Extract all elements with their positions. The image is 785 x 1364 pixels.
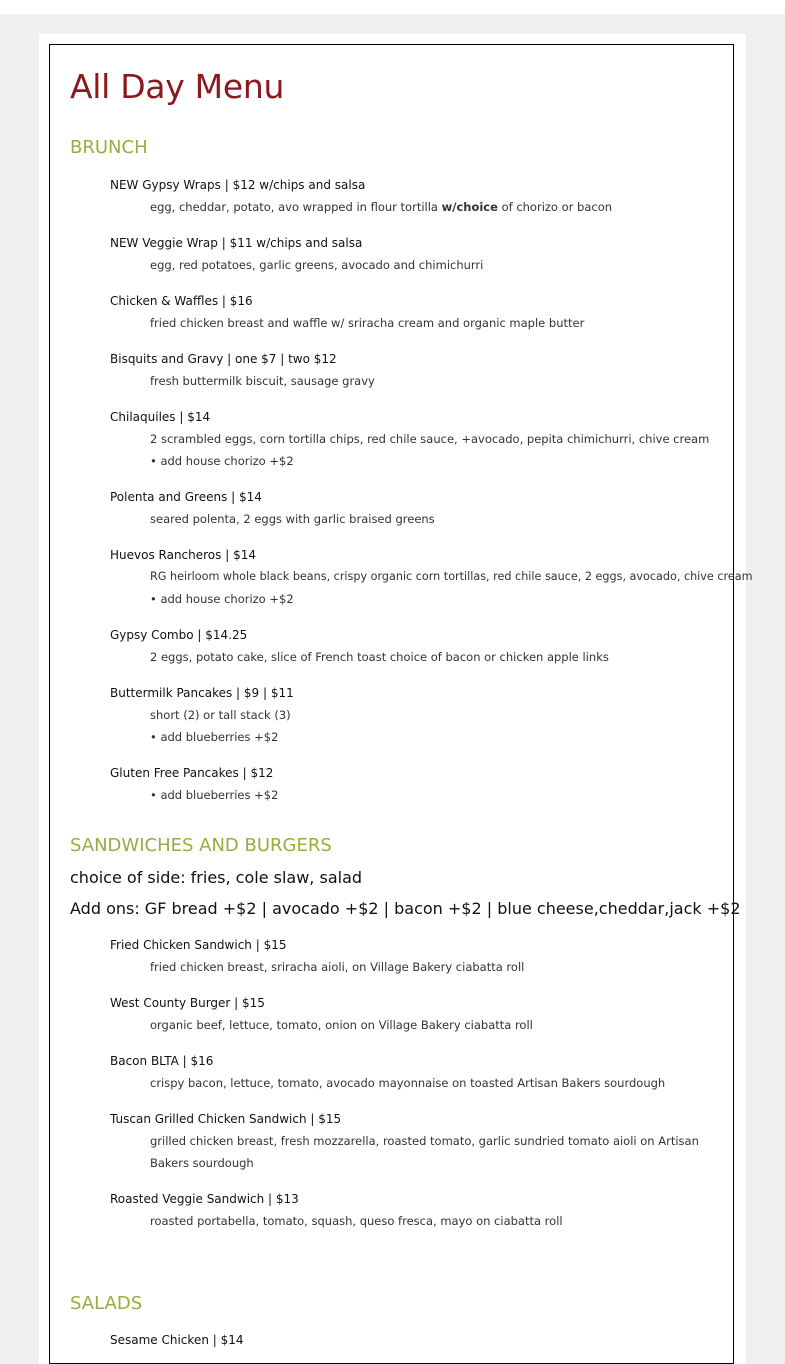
side-choice-note: choice of side: fries, cole slaw, salad [70,868,363,887]
menu-item-name: Roasted Veggie Sandwich | $13 [110,1192,299,1206]
menu-item-description: egg, red potatoes, garlic greens, avocado and chimichurri [150,258,484,272]
menu-item-description: fried chicken breast and waffle w/ sriracha cream and organic maple butter [150,316,585,330]
menu-item-name: Polenta and Greens | $14 [110,490,262,504]
menu-item-addon: • add house chorizo +$2 [150,454,294,468]
menu-item-name: NEW Veggie Wrap | $11 w/chips and salsa [110,236,363,250]
section-heading-brunch: BRUNCH [70,137,148,158]
top-band [0,0,785,14]
menu-item-name: Bacon BLTA | $16 [110,1054,214,1068]
menu-item-description: roasted portabella, tomato, squash, queso fresca, mayo on ciabatta roll [150,1214,563,1228]
menu-item-description: 2 eggs, potato cake, slice of French toast choice of bacon or chicken apple links [150,650,609,664]
menu-item-description: organic beef, lettuce, tomato, onion on Village Bakery ciabatta roll [150,1018,533,1032]
menu-item-description: RG heirloom whole black beans, crispy organic corn tortillas, red chile sauce, 2 eggs, avocado, chive cream [150,570,753,583]
menu-item-name: Bisquits and Gravy | one $7 | two $12 [110,352,337,366]
menu-item-name: Buttermilk Pancakes | $9 | $11 [110,686,294,700]
menu-item-name: Huevos Rancheros | $14 [110,548,256,562]
menu-item-name: Chilaquiles | $14 [110,410,211,424]
addons-note: Add ons: GF bread +$2 | avocado +$2 | bacon +$2 | blue cheese,cheddar,jack +$2 [70,899,741,918]
menu-item-name: NEW Gypsy Wraps | $12 w/chips and salsa [110,178,366,192]
menu-item-description: fresh buttermilk biscuit, sausage gravy [150,374,375,388]
menu-item-name: Sesame Chicken | $14 [110,1333,244,1347]
menu-item-description: grilled chicken breast, fresh mozzarella, roasted tomato, garlic sundried tomato aioli on Artisan Bakers sourdough [150,1134,699,1170]
menu-item-name: West County Burger | $15 [110,996,265,1010]
menu-item-description: seared polenta, 2 eggs with garlic braised greens [150,512,435,526]
menu-item-name: Chicken & Waffles | $16 [110,294,253,308]
menu-item-addon: • add blueberries +$2 [150,730,279,744]
menu-item-addon: • add blueberries +$2 [150,788,279,802]
menu-item-addon: • add house chorizo +$2 [150,592,294,606]
section-heading-sandwiches: SANDWICHES AND BURGERS [70,835,332,856]
menu-item-name: Tuscan Grilled Chicken Sandwich | $15 [110,1112,342,1126]
page-title: All Day Menu [70,67,285,106]
menu-item-description: egg, cheddar, potato, avo wrapped in flour tortilla w/choice of chorizo or bacon [150,200,613,214]
menu-item-name: Gypsy Combo | $14.25 [110,628,248,642]
menu-item-description: 2 scrambled eggs, corn tortilla chips, red chile sauce, +avocado, pepita chimichurri, chive cream [150,432,710,446]
menu-item-name: Gluten Free Pancakes | $12 [110,766,274,780]
section-heading-salads: SALADS [70,1293,143,1314]
menu-item-description: crispy bacon, lettuce, tomato, avocado mayonnaise on toasted Artisan Bakers sourdough [150,1076,666,1090]
menu-item-name: Fried Chicken Sandwich | $15 [110,938,287,952]
menu-item-description: short (2) or tall stack (3) [150,708,291,722]
menu-item-description: fried chicken breast, sriracha aioli, on Village Bakery ciabatta roll [150,960,525,974]
